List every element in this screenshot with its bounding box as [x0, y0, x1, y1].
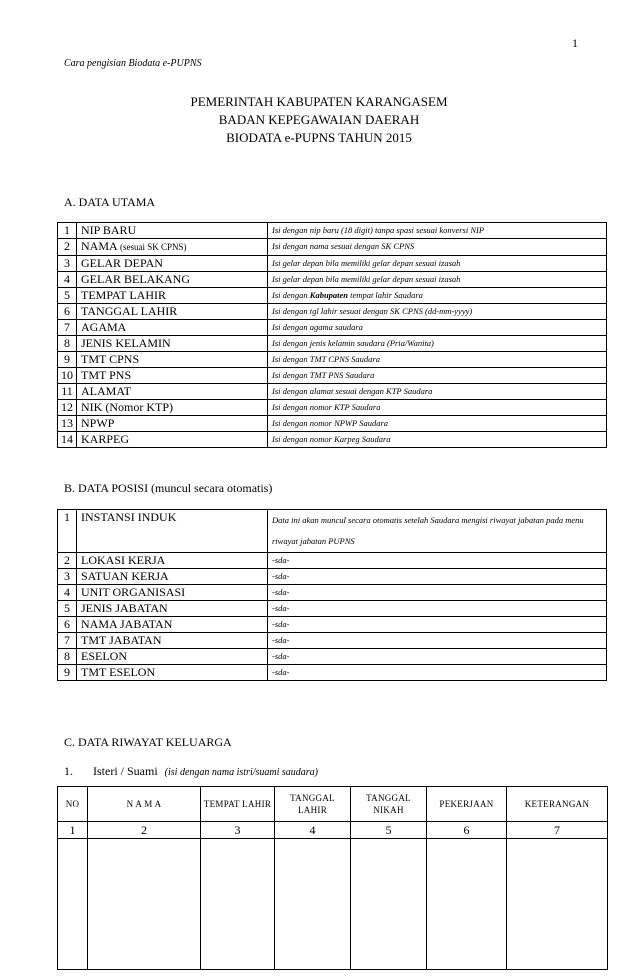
field-name	[77, 256, 268, 272]
field-description: Isi dengan agama saudara	[268, 320, 607, 336]
column-number: 3	[201, 822, 275, 839]
row-number: 6	[58, 617, 77, 633]
table-row	[58, 553, 607, 569]
field-description: -sda-	[268, 569, 607, 585]
header-line-3: BIODATA e-PUPNS TAHUN 2015	[226, 130, 412, 145]
field-label: LOKASI KERJA	[81, 553, 166, 567]
field-label: TMT JABATAN	[81, 633, 162, 647]
field-name	[77, 617, 268, 633]
table-row	[58, 288, 607, 304]
row-number: 6	[58, 304, 77, 320]
table-row	[58, 569, 607, 585]
row-number: 3	[58, 256, 77, 272]
field-label: ALAMAT	[81, 384, 131, 398]
field-description	[268, 288, 607, 304]
field-description: Isi dengan nomor Karpeg Saudara	[268, 432, 607, 448]
header-cell: N A M A	[88, 787, 201, 822]
table-row	[58, 633, 607, 649]
subsection-label: Isteri / Suami	[93, 764, 158, 778]
section-b-title: B. DATA POSISI (muncul secara otomatis)	[64, 481, 273, 495]
row-number: 5	[58, 601, 77, 617]
field-label: ESELON	[81, 649, 127, 663]
field-description: -sda-	[268, 649, 607, 665]
table-row	[58, 585, 607, 601]
table-row	[58, 304, 607, 320]
desc-text: Isi dengan	[272, 290, 310, 300]
row-number: 8	[58, 649, 77, 665]
field-name	[77, 665, 268, 681]
field-name	[77, 649, 268, 665]
table-row	[58, 272, 607, 288]
row-number: 1	[58, 510, 77, 553]
row-number: 7	[58, 633, 77, 649]
field-description: Isi gelar depan bila memiliki gelar depan sesuai izasah	[268, 272, 607, 288]
row-number: 9	[58, 665, 77, 681]
field-name	[77, 288, 268, 304]
field-description: Isi dengan nip baru (18 digit) tanpa spasi sesuai konversi NIP	[268, 223, 607, 239]
field-name	[77, 601, 268, 617]
desc-text: tempat lahir Saudara	[348, 290, 423, 300]
field-label: AGAMA	[81, 320, 127, 334]
family-table	[57, 786, 608, 970]
table-row	[58, 649, 607, 665]
field-name	[77, 553, 268, 569]
row-number: 4	[58, 585, 77, 601]
family-table-header	[58, 787, 608, 822]
subsection-hint: (isi dengan nama istri/suami saudara)	[164, 767, 319, 778]
row-number: 11	[58, 384, 77, 400]
field-description: Isi dengan alamat sesuai dengan KTP Saudara	[268, 384, 607, 400]
column-number: 6	[427, 822, 507, 839]
field-description: -sda-	[268, 553, 607, 569]
field-label: TMT ESELON	[81, 665, 156, 679]
field-label: NIP BARU	[81, 223, 137, 237]
column-number: 5	[351, 822, 427, 839]
field-label: NPWP	[81, 416, 115, 430]
row-number: 12	[58, 400, 77, 416]
field-description: Isi dengan nomor KTP Saudara	[268, 400, 607, 416]
table-row	[58, 665, 607, 681]
field-description: Isi dengan TMT CPNS Saudara	[268, 352, 607, 368]
column-number: 1	[58, 822, 88, 839]
field-label: TMT CPNS	[81, 352, 140, 366]
field-name	[77, 336, 268, 352]
field-name	[77, 368, 268, 384]
field-label: NIK (Nomor KTP)	[81, 400, 173, 414]
section-c-title: C. DATA RIWAYAT KELUARGA	[64, 735, 232, 749]
empty-entry-row	[58, 839, 608, 970]
table-row	[58, 320, 607, 336]
row-number: 13	[58, 416, 77, 432]
subsection-number: 1.	[64, 764, 73, 778]
field-name	[77, 633, 268, 649]
table-row	[58, 352, 607, 368]
table-row	[58, 384, 607, 400]
row-number: 8	[58, 336, 77, 352]
header-line-1: PEMERINTAH KABUPATEN KARANGASEM	[190, 94, 448, 109]
field-description: Isi dengan nomor NPWP Saudara	[268, 416, 607, 432]
column-number: 7	[507, 822, 608, 839]
section-a-title: A. DATA UTAMA	[64, 195, 156, 209]
field-description: -sda-	[268, 633, 607, 649]
family-subsection	[64, 764, 318, 779]
header-cell: KETERANGAN	[507, 787, 608, 822]
field-name	[77, 432, 268, 448]
field-description: -sda-	[268, 601, 607, 617]
instruction-note: Cara pengisian Biodata e-PUPNS	[64, 58, 202, 69]
field-label: GELAR DEPAN	[81, 256, 163, 270]
field-label: UNIT ORGANISASI	[81, 585, 186, 599]
field-label: GELAR BELAKANG	[81, 272, 190, 286]
page-number: 1	[572, 36, 578, 50]
row-number: 1	[58, 223, 77, 239]
table-row	[58, 400, 607, 416]
field-label: NAMA	[81, 239, 118, 253]
table-row	[58, 239, 607, 256]
row-number: 2	[58, 553, 77, 569]
field-name	[77, 352, 268, 368]
empty-cell[interactable]	[275, 839, 351, 970]
table-row	[58, 256, 607, 272]
header-cell: TEMPAT LAHIR	[201, 787, 275, 822]
field-description: -sda-	[268, 665, 607, 681]
header-cell: NO	[58, 787, 88, 822]
field-description: Isi dengan nama sesuai dengan SK CPNS	[268, 239, 607, 256]
table-row	[58, 416, 607, 432]
field-label: KARPEG	[81, 432, 130, 446]
column-number-row	[58, 822, 608, 839]
field-name	[77, 569, 268, 585]
field-name	[77, 510, 268, 553]
field-name	[77, 400, 268, 416]
row-number: 14	[58, 432, 77, 448]
row-number: 5	[58, 288, 77, 304]
row-number: 3	[58, 569, 77, 585]
data-utama-table	[57, 222, 607, 448]
table-row	[58, 223, 607, 239]
field-name	[77, 223, 268, 239]
column-number: 4	[275, 822, 351, 839]
table-row	[58, 368, 607, 384]
table-row	[58, 601, 607, 617]
table-row	[58, 336, 607, 352]
field-name	[77, 320, 268, 336]
field-label: JENIS KELAMIN	[81, 336, 171, 350]
field-description: Isi dengan TMT PNS Saudara	[268, 368, 607, 384]
field-description: -sda-	[268, 585, 607, 601]
field-name	[77, 304, 268, 320]
table-row	[58, 617, 607, 633]
row-number: 9	[58, 352, 77, 368]
empty-cell[interactable]	[201, 839, 275, 970]
field-label: TMT PNS	[81, 368, 132, 382]
field-name	[77, 416, 268, 432]
field-label: TEMPAT LAHIR	[81, 288, 167, 302]
field-description: -sda-	[268, 617, 607, 633]
field-name	[77, 239, 268, 256]
header-cell: PEKERJAAN	[427, 787, 507, 822]
header-cell: TANGGAL NIKAH	[351, 787, 427, 822]
empty-cell[interactable]	[351, 839, 427, 970]
field-label: SATUAN KERJA	[81, 569, 169, 583]
field-name	[77, 384, 268, 400]
field-label: INSTANSI INDUK	[81, 510, 177, 524]
empty-cell[interactable]	[58, 839, 88, 970]
field-description: Isi dengan jenis kelamin saudara (Pria/Wanita)	[268, 336, 607, 352]
document-header	[0, 93, 638, 147]
table-row	[58, 432, 607, 448]
row-number: 10	[58, 368, 77, 384]
header-line-2: BADAN KEPEGAWAIAN DAERAH	[218, 112, 420, 127]
field-label: NAMA JABATAN	[81, 617, 173, 631]
column-number: 2	[88, 822, 201, 839]
empty-cell[interactable]	[507, 839, 608, 970]
empty-cell[interactable]	[88, 839, 201, 970]
desc-emphasis: Kabupaten	[309, 290, 349, 300]
field-description: Data ini akan muncul secara otomatis setelah Saudara mengisi riwayat jabatan pada menu riwayat jabatan PUPNS	[268, 510, 607, 553]
header-cell: TANGGAL LAHIR	[275, 787, 351, 822]
row-number: 2	[58, 239, 77, 256]
field-description: Isi dengan tgl lahir sesuai dengan SK CPNS (dd-mm-yyyy)	[268, 304, 607, 320]
field-name	[77, 272, 268, 288]
field-label: TANGGAL LAHIR	[81, 304, 178, 318]
row-number: 7	[58, 320, 77, 336]
empty-cell[interactable]	[427, 839, 507, 970]
table-row	[58, 510, 607, 553]
field-name	[77, 585, 268, 601]
field-label: JENIS JABATAN	[81, 601, 168, 615]
field-description: Isi gelar depan bila memiliki gelar depan sesuai izasah	[268, 256, 607, 272]
field-note: (sesuai SK CPNS)	[120, 242, 187, 252]
row-number: 4	[58, 272, 77, 288]
data-posisi-table	[57, 509, 607, 681]
